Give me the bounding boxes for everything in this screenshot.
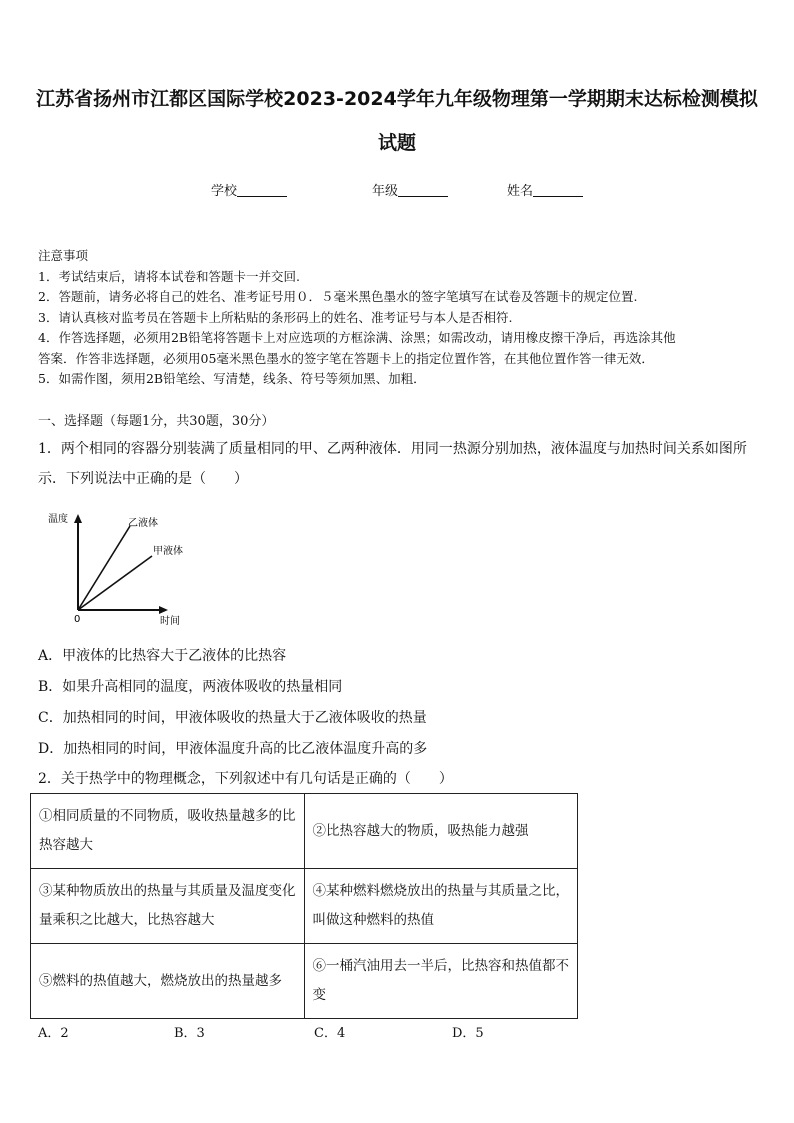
question-1-stem-line1: 1．两个相同的容器分别装满了质量相同的甲、乙两种液体．用同一热源分别加热，液体温度与加热时间关系如图所 <box>38 441 747 457</box>
question-1-option-b: B．如果升高相同的温度，两液体吸收的热量相同 <box>38 679 343 695</box>
line-jia <box>78 556 152 610</box>
question-2-option-c: C．4 <box>314 1026 346 1041</box>
section-heading: 一、选择题（每题1分，共30题，30分） <box>38 414 275 429</box>
y-axis-label: 温度 <box>48 514 68 525</box>
table-row <box>31 944 578 1019</box>
school-field <box>211 180 287 199</box>
name-field <box>507 180 583 199</box>
statement-cell: ⑤燃料的热值越大，燃烧放出的热量越多 <box>31 944 305 1019</box>
line-yi <box>78 526 130 610</box>
grade-field <box>372 180 448 199</box>
x-axis-label: 时间 <box>160 616 180 627</box>
exam-notes <box>38 246 760 390</box>
question-1-option-a: A．甲液体的比热容大于乙液体的比热容 <box>38 648 287 664</box>
question-1-option-d: D．加热相同的时间，甲液体温度升高的比乙液体温度升高的多 <box>38 741 428 757</box>
temperature-time-graph <box>40 508 200 630</box>
notes-heading: 注意事项 <box>38 248 89 263</box>
question-2-stem: 2．关于热学中的物理概念，下列叙述中有几句话是正确的（ ） <box>38 771 453 787</box>
note-item: 3．请认真核对监考员在答题卡上所粘贴的条形码上的姓名、准考证号与本人是否相符. <box>38 309 513 325</box>
question-1-stem <box>38 434 760 494</box>
note-item: 5．如需作图，须用2B铅笔绘、写清楚，线条、符号等须加黑、加粗． <box>38 371 426 386</box>
statement-cell: ④某种燃料燃烧放出的热量与其质量之比，叫做这种燃料的热值 <box>304 869 578 944</box>
statement-cell: ①相同质量的不同物质，吸收热量越多的比热容越大 <box>31 794 305 869</box>
grade-blank <box>398 182 448 197</box>
origin-label: 0 <box>74 614 81 625</box>
line-jia-label: 甲液体 <box>153 546 183 557</box>
question-2-option-b: B．3 <box>174 1026 205 1041</box>
statement-cell: ⑥一桶汽油用去一半后，比热容和热值都不变 <box>304 944 578 1019</box>
document-title-line1: 江苏省扬州市江都区国际学校2023-2024学年九年级物理第一学期期末达标检测模拟 <box>36 88 758 110</box>
question-2-option-d: D．5 <box>452 1026 484 1041</box>
table-row <box>31 869 578 944</box>
question-2-statements-table <box>30 793 578 1019</box>
note-item: 2．答题前，请务必将自己的姓名、准考证号用０．５毫米黑色墨水的签字笔填写在试卷及答题卡的规定位置. <box>38 289 638 304</box>
line-yi-label: 乙液体 <box>128 518 158 529</box>
grade-label: 年级 <box>372 184 399 199</box>
school-label: 学校 <box>211 184 238 199</box>
note-item: 1．考试结束后，请将本试卷和答题卡一并交回. <box>38 268 300 284</box>
note-item: 答案．作答非选择题，必须用05毫米黑色墨水的签字笔在答题卡上的指定位置作答，在其他位置作答一律无效． <box>38 350 654 366</box>
name-blank <box>533 182 583 197</box>
question-2-option-a: A．2 <box>38 1026 69 1041</box>
document-title-line2: 试题 <box>377 132 416 154</box>
statement-cell: ③某种物质放出的热量与其质量及温度变化量乘积之比越大，比热容越大 <box>31 869 305 944</box>
statement-cell: ②比热容越大的物质，吸热能力越强 <box>304 794 578 869</box>
question-1-stem-line2: 示．下列说法中正确的是（ ） <box>38 471 248 487</box>
school-blank <box>237 182 287 197</box>
question-1-option-c: C．加热相同的时间，甲液体吸收的热量大于乙液体吸收的热量 <box>38 710 427 726</box>
y-axis-arrow <box>74 514 82 523</box>
name-label: 姓名 <box>507 184 534 199</box>
note-item: 4．作答选择题，必须用2B铅笔将答题卡上对应选项的方框涂满、涂黑；如需改动，请用橡皮擦干净后，再选涂其他 <box>38 330 676 345</box>
table-row <box>31 794 578 869</box>
x-axis-arrow <box>159 606 168 614</box>
